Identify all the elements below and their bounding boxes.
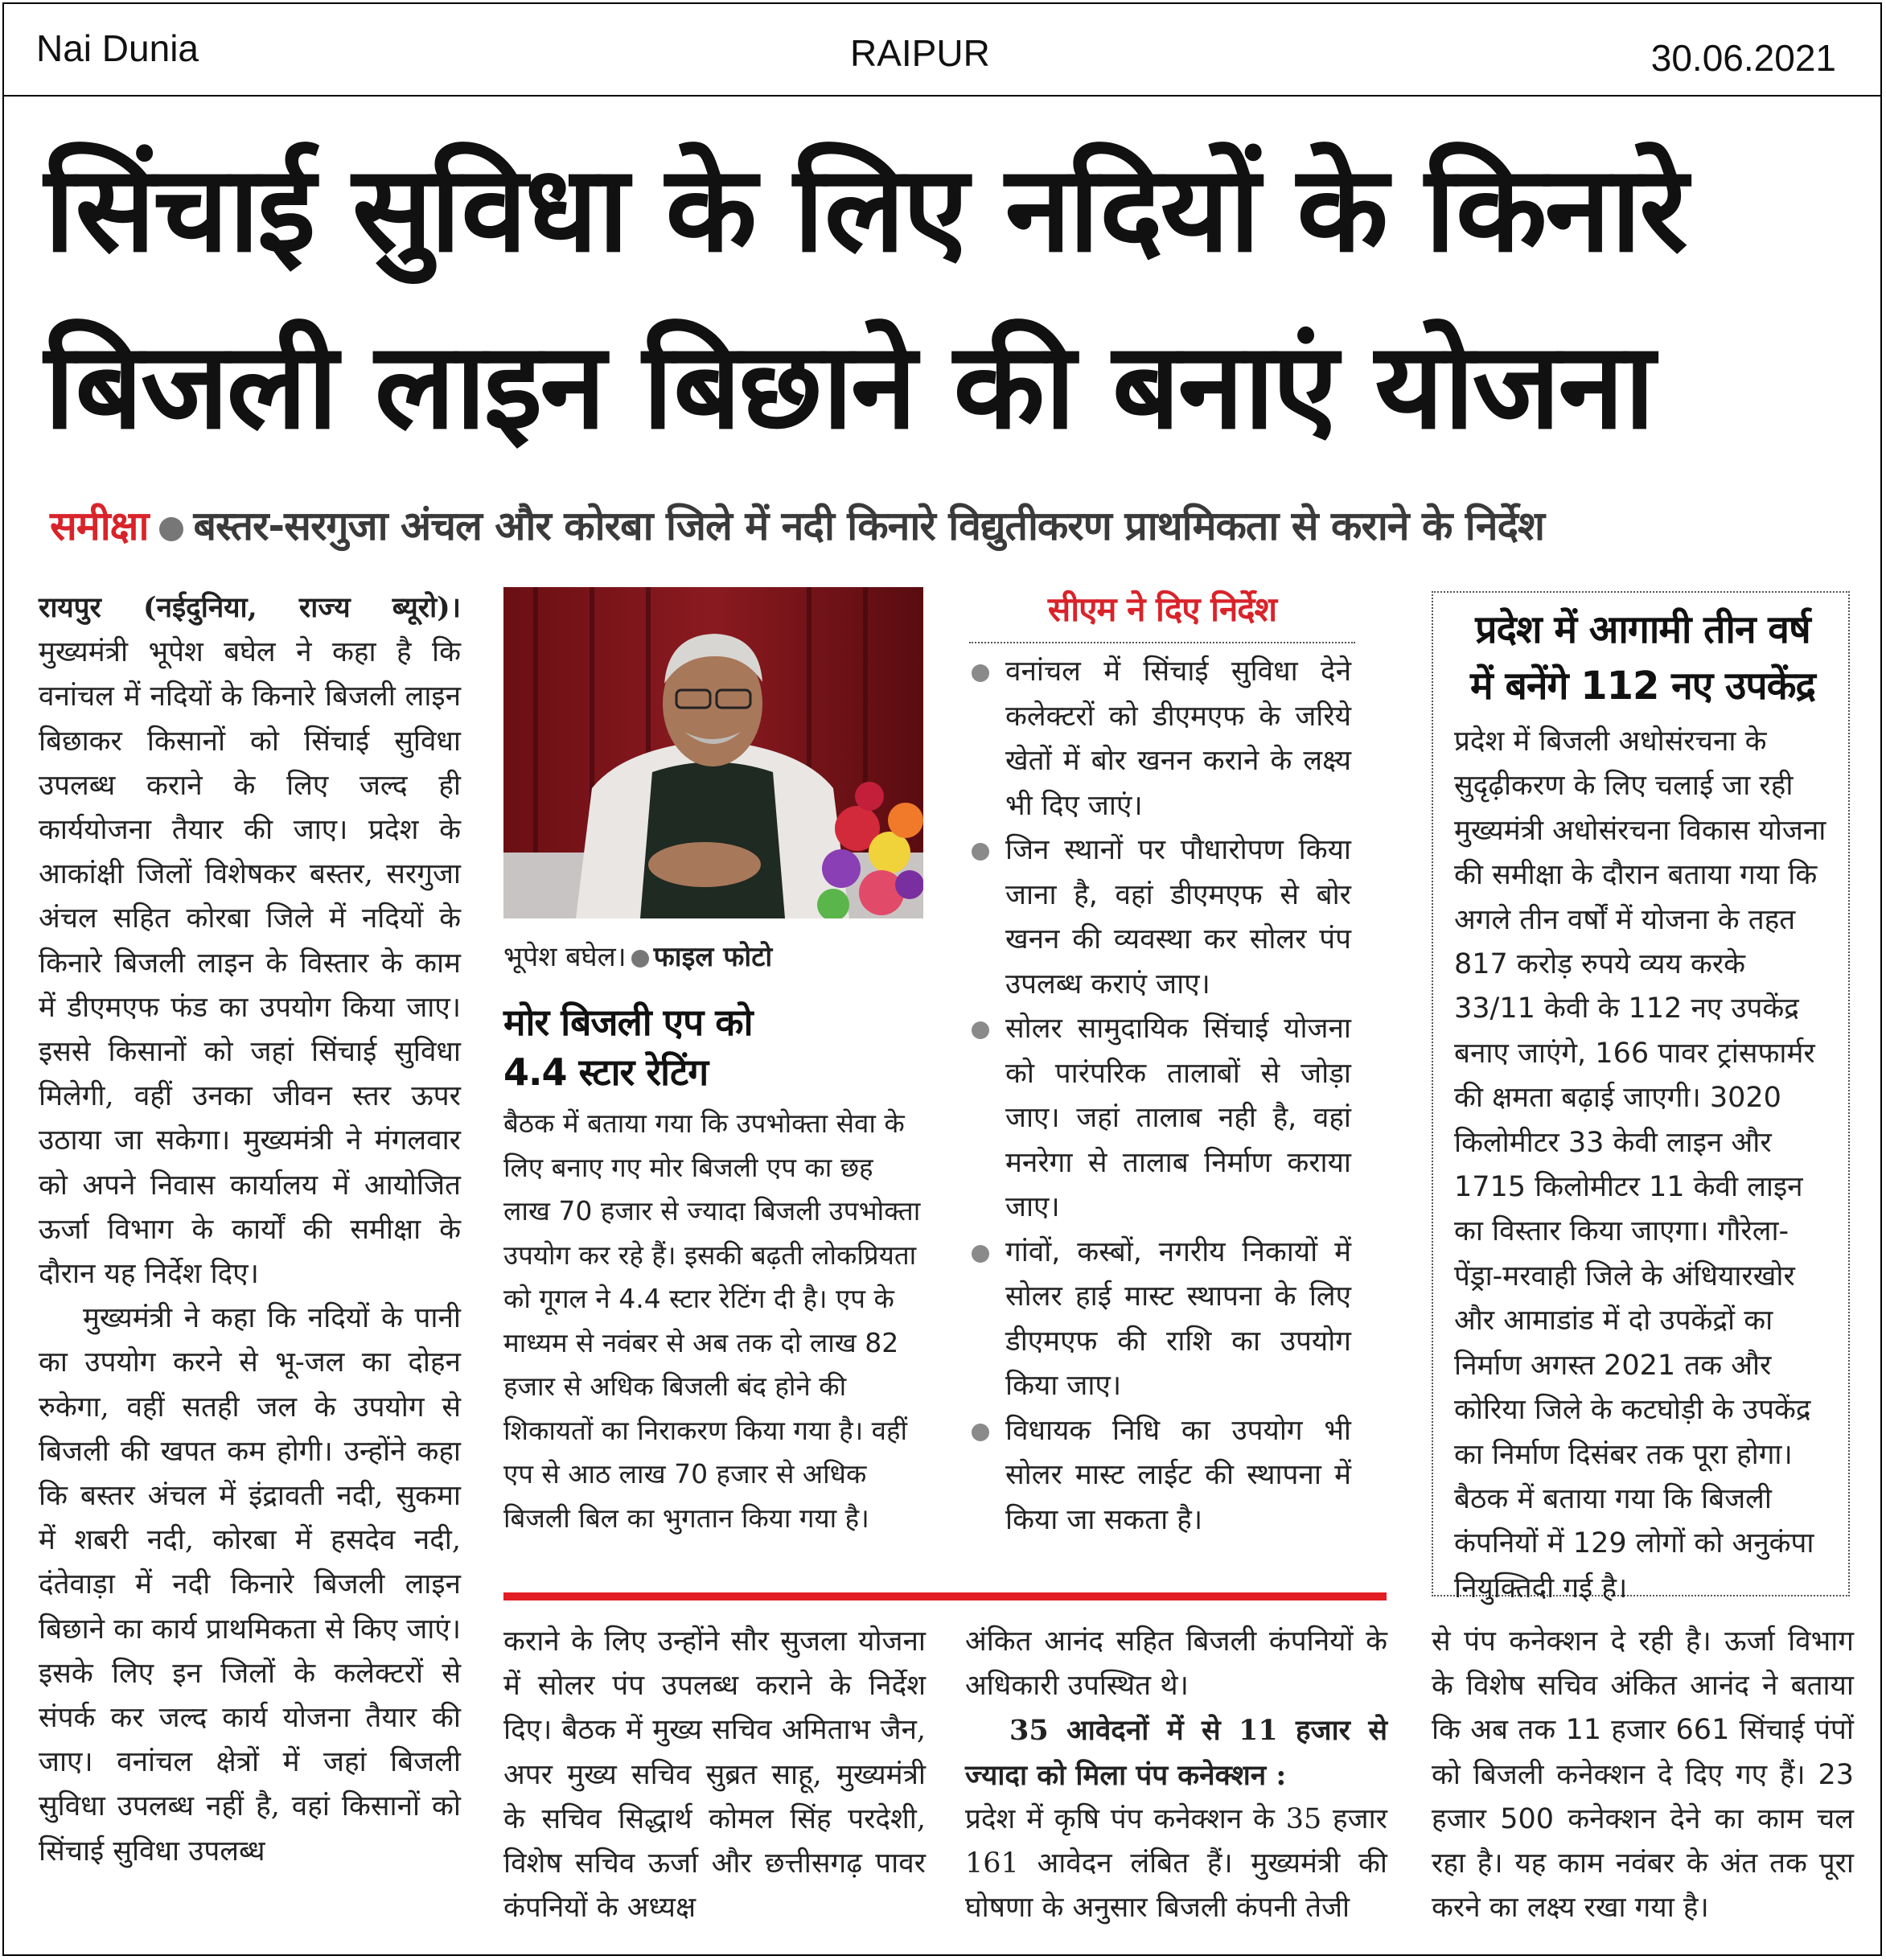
bullet-dot-icon — [972, 1021, 989, 1039]
headline — [44, 121, 1838, 475]
headline-line-2: बिजली लाइन बिछाने की बनाएं योजना — [44, 317, 1653, 455]
list-item: वनांचल में सिंचाई सुविधा देने कलेक्टरों को डीएमएफ के जरिये खेतों में बोर खनन कराने के लक्ष्य भी दिए जाएं। — [1005, 650, 1351, 828]
caption-name: भूपेश बघेल। — [503, 941, 627, 973]
article-subheading: 35 आवेदनों में से 11 हजार से ज्यादा को मिला पंप कनेक्शन : — [965, 1714, 1387, 1792]
photo-caption — [503, 937, 938, 974]
subheadline — [50, 497, 1843, 553]
bullet-dot-icon — [972, 1424, 989, 1441]
subheadline-text: बस्तर-सरगुजा अंचल और कोरबा जिले में नदी किनारे विद्युतीकरण प्राथमिकता से कराने के निर्देश — [193, 503, 1544, 549]
section-divider — [503, 1592, 1387, 1600]
substation-box-title-line-1: प्रदेश में आगामी तीन वर्ष — [1475, 607, 1810, 652]
masthead — [4, 4, 1880, 97]
cm-photo — [503, 587, 923, 918]
substation-box-title — [1444, 602, 1842, 714]
bullet-dot-icon — [972, 664, 989, 682]
publication-date: 30.06.2021 — [1650, 37, 1836, 79]
article-paragraph: अंकित आनंद सहित बिजली कंपनियों के अधिकारी उपस्थित थे। — [965, 1625, 1387, 1703]
article-paragraph: प्रदेश में कृषि पंप कनेक्शन के 35 हजार 161 आवेदन लंबित हैं। मुख्यमंत्री की घोषणा के अनुसार बिजली कंपनी तेजी — [965, 1802, 1387, 1925]
subheadline-tag: समीक्षा — [50, 503, 149, 549]
app-story-title — [503, 997, 938, 1097]
list-item: सोलर सामुदायिक सिंचाई योजना को पारंपरिक तालाबों से जोड़ा जाए। जहां तालाब नही है, वहां मनरेगा से तालाब निर्माण कराया जाए। — [1005, 1007, 1351, 1231]
bullet-dot-icon — [972, 1245, 989, 1263]
app-story-body: बैठक में बताया गया कि उपभोक्ता सेवा के लिए बनाए गए मोर बिजली एप का छह लाख 70 हजार से ज्यादा बिजली उपभोक्ता उपयोग कर रहे हैं। इसकी बढ़ती लोकप्रियता को गूगल ने 4.4 स्टार रेटिंग दी है। एप के माध्यम से नवंबर से अब तक दो लाख 82 हजार से अधिक बिजली बंद होने की शिकायतों का निराकरण किया गया है। वहीं एप से आठ लाख 70 हजार से अधिक बिजली बिल का भुगतान किया गया है। — [503, 1107, 921, 1534]
app-story-title-line-1: मोर बिजली एप को — [503, 1001, 753, 1044]
article-column-2: कराने के लिए उन्होंने सौर सुजला योजना में सोलर पंप उपलब्ध कराने के निर्देश दिए। बैठक में मुख्य सचिव अमिताभ जैन, अपर मुख्य सचिव सुब्रत साहू, मुख्यमंत्री के सचिव सिद्धार्थ कोमल सिंह परदेशी, विशेष सचिव ऊर्जा और छत्तीसगढ़ पावर कंपनियों के अध्यक्ष — [503, 1625, 926, 1925]
caption-credit: फाइल फोटो — [653, 941, 773, 973]
divider — [969, 642, 1355, 643]
headline-line-1: सिंचाई सुविधा के लिए नदियों के किनारे — [44, 140, 1686, 278]
substation-box-title-line-2: में बनेंगे 112 नए उपकेंद्र — [1470, 664, 1815, 709]
newspaper-name: Nai Dunia — [36, 27, 199, 69]
bullet-dot-icon — [631, 950, 649, 968]
article-column-4: से पंप कनेक्शन दे रही है। ऊर्जा विभाग के विशेष सचिव अंकित आनंद ने बताया कि अब तक 11 हजार 661 सिंचाई पंपों को बिजली कनेक्शन दे दिए गए हैं। 23 हजार 500 कनेक्शन देने का काम चल रहा है। यह काम नवंबर के अंत तक पूरा करने का लक्ष्य रखा गया है। — [1432, 1625, 1854, 1925]
bullet-dot-icon — [159, 517, 183, 541]
bullet-dot-icon — [972, 843, 989, 861]
article-column-1 — [39, 586, 461, 1874]
article-paragraph: मुख्यमंत्री ने कहा कि नदियों के पानी का उपयोग करने से भू-जल का दोहन रुकेगा, वहीं सतही जल के उपयोग से बिजली की खपत कम होगी। उन्होंने कहा कि बस्तर अंचल में इंद्रावती नदी, सुकमा में शबरी नदी, कोरबा में हसदेव नदी, दंतेवाड़ा में नदी किनारे बिजली लाइन बिछाने का कार्य प्राथमिकता से किए जाएं। इसके लिए इन जिलों के कलेक्टरों से संपर्क कर जल्द कार्य योजना तैयार की जाए। वनांचल क्षेत्रों में जहां बिजली सुविधा उपलब्ध नहीं है, वहां किसानों को सिंचाई सुविधा उपलब्ध — [39, 1302, 461, 1868]
portrait-image — [503, 587, 923, 918]
article-column-3 — [965, 1620, 1387, 1930]
app-story-title-line-2: 4.4 स्टार रेटिंग — [503, 1050, 709, 1094]
list-item: जिन स्थानों पर पौधारोपण किया जाना है, वहां डीएमएफ से बोर खनन की व्यवस्था कर सोलर पंप उपलब्ध कराएं जाए। — [1005, 828, 1351, 1007]
edition-city: RAIPUR — [850, 32, 990, 74]
substation-box-body: प्रदेश में बिजली अधोसंरचना के सुदृढ़ीकरण के लिए चलाई जा रही मुख्यमंत्री अधोसंरचना विकास योजना की समीक्षा के दौरान बताया गया कि अगले तीन वर्षों में योजना के तहत 817 करोड़ रुपये व्यय करके 33/11 केवी के 112 नए उपकेंद्र बनाए जाएंगे, 166 पावर ट्रांसफार्मर की क्षमता बढ़ाई जाएगी। 3020 किलोमीटर 33 केवी लाइन और 1715 किलोमीटर 11 केवी लाइन का विस्तार किया जाएगा। गौरेला-पेंड्रा-मरवाही जिले के अंधियारखोर और आमाडांड में दो उपकेंद्रों का निर्माण अगस्त 2021 तक और कोरिया जिले के कटघोड़ी के उपकेंद्र का निर्माण दिसंबर तक पूरा होगा। बैठक में बताया गया कि बिजली कंपनियों में 129 लोगों को अनुकंपा नियुक्तिदी गई है। — [1454, 725, 1826, 1605]
cm-directions-list — [1005, 650, 1351, 1543]
article-paragraph: मुख्यमंत्री भूपेश बघेल ने कहा है कि वनांचल में नदियों के किनारे बिजली लाइन बिछाकर किसानों को सिंचाई सुविधा उपलब्ध कराने के लिए जल्द ही कार्ययोजना तैयार की जाए। प्रदेश के आकांक्षी जिलों विशेषकर बस्तर, सरगुजा अंचल सहित कोरबा जिले में नदियों के किनारे बिजली लाइन के विस्तार के काम में डीएमएफ फंड का उपयोग किया जाए। इससे किसानों को जहां सिंचाई सुविधा मिलेगी, वहीं उनका जीवन स्तर ऊपर उठाया जा सकेगा। मुख्यमंत्री ने मंगलवार को अपने निवास कार्यालय में आयोजित ऊर्जा विभाग के कार्यों की समीक्षा के दौरान यह निर्देश दिए। — [39, 636, 461, 1291]
cm-directions-title: सीएम ने दिए निर्देश — [1047, 590, 1277, 629]
list-item: गांवों, कस्बों, नगरीय निकायों में सोलर हाई मास्ट स्थापना के लिए डीएमएफ की राशि का उपयोग किया जाए। — [1005, 1231, 1351, 1409]
list-item: विधायक निधि का उपयोग भी सोलर मास्ट लाईट की स्थापना में किया जा सकता है। — [1005, 1409, 1351, 1543]
byline: रायपुर (नईदुनिया, राज्य ब्यूरो)। — [39, 591, 461, 624]
